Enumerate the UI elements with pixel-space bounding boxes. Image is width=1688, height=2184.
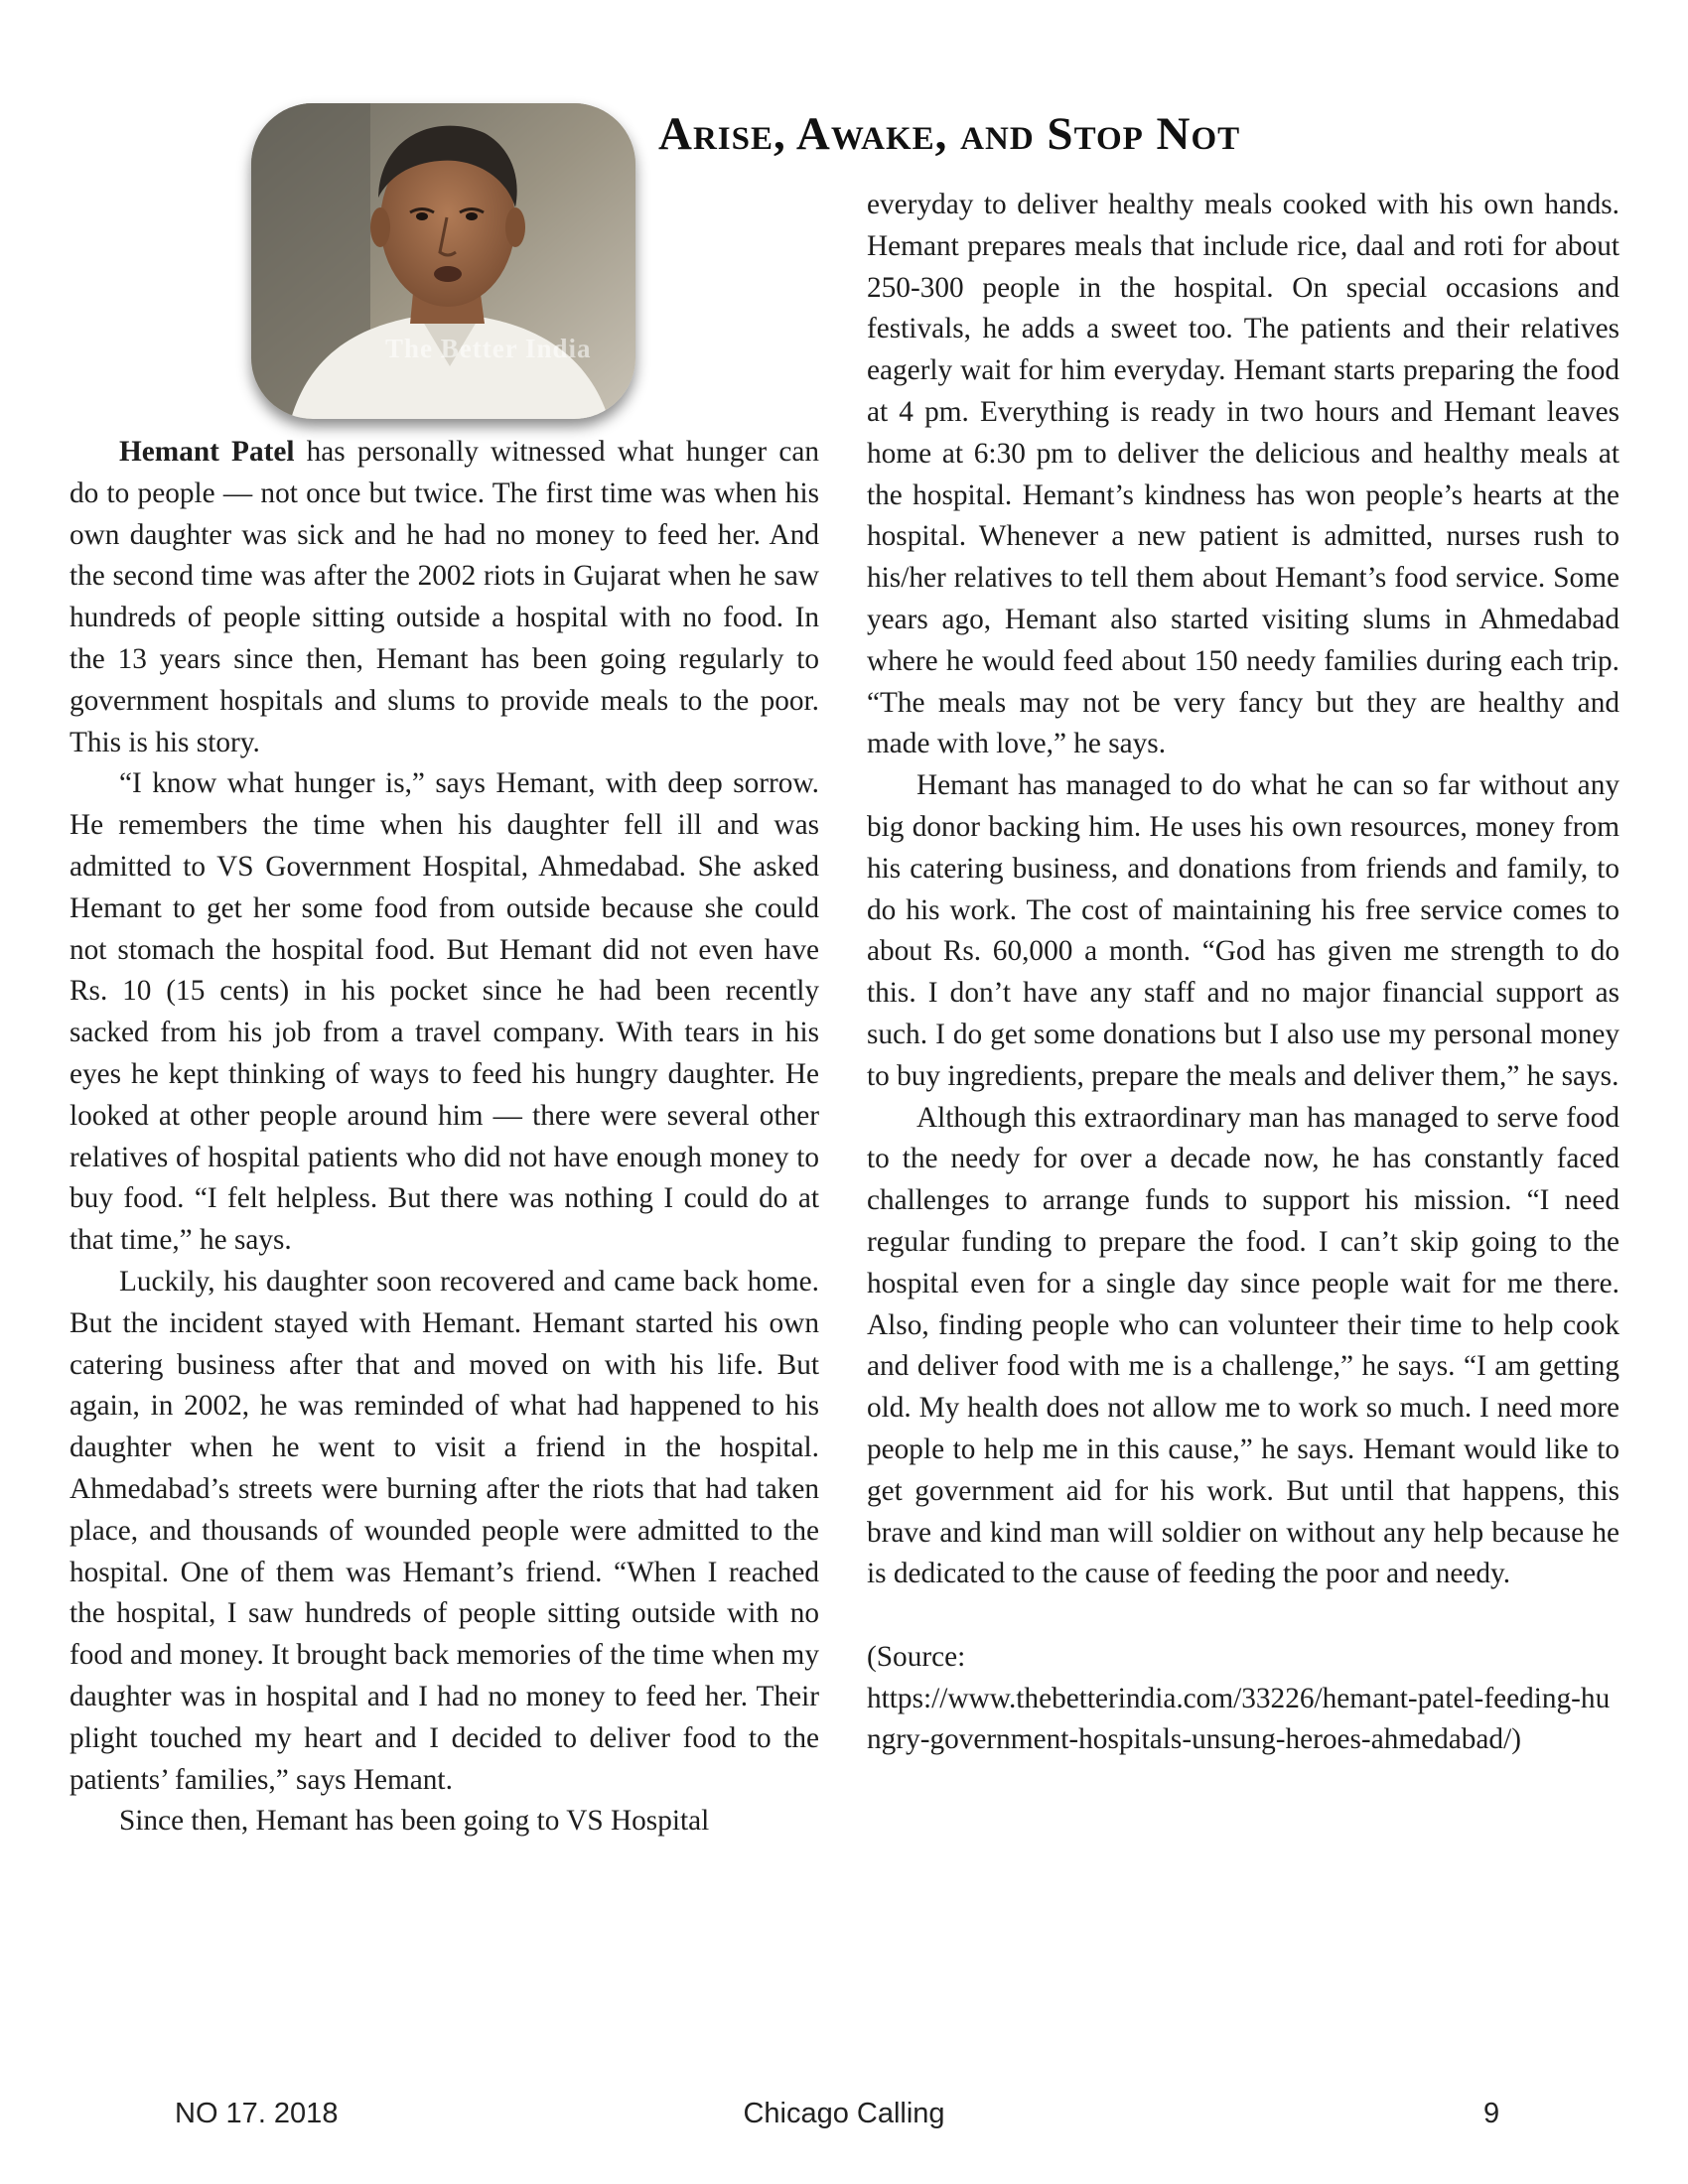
portrait-photo — [251, 103, 635, 419]
paragraph-1-text: has personally witnessed what hunger can do to people — not once but twice. The first time was when his own daughter was sick and he had no money to feed her. And the second time was after the 2002 riots in Gujarat when he saw hundreds of people sitting outside a hospital with no food. In the 13 years since then, Hemant has been going regularly to government hospitals and slums to provide meals to the poor. This is his story. — [70, 436, 819, 758]
photo-watermark: The Better India — [385, 334, 592, 363]
source-citation — [867, 1637, 1619, 1761]
footer-page-number: 9 — [1483, 2098, 1500, 2129]
paragraph-2: “I know what hunger is,” says Hemant, with deep sorrow. He remembers the time when his daughter fell ill and was admitted to VS Government Hospital, Ahmedabad. She asked Hemant to get her some food from outside because she could not stomach the hospital food. But Hemant did not even have Rs. 10 (15 cents) in his pocket since he had been recently sacked from his job from a travel company. With tears in his eyes he kept thinking of ways to feed his hungry daughter. He looked at other people around him — there were several other relatives of hospital patients who did not have enough money to buy food. “I felt helpless. But there was nothing I could do at that time,” he says. — [70, 767, 819, 1257]
lead-name: Hemant Patel — [119, 436, 295, 468]
paragraph-4-continued: everyday to deliver healthy meals cooked with his own hands. Hemant prepares meals that include rice, daal and roti for about 250-300 people in the hospital. On special occasions and festivals, he adds a sweet too. The patients and their relatives eagerly wait for him everyday. Hemant starts preparing the food at 4 pm. Everything is ready in two hours and Hemant leaves home at 6:30 pm to deliver the delicious and healthy meals at the hospital. Hemant’s kindness has won people’s hearts at the hospital. Whenever a new patient is admitted, nurses rush to his/her relatives to tell them about Hemant’s food service. Some years ago, Hemant also started visiting slums in Ahmedabad where he would feed about 150 needy families during each trip. “The meals may not be very fancy but they are healthy and made with love,” he says. — [867, 189, 1619, 760]
paragraph-5: Hemant has managed to do what he can so far without any big donor backing him. He uses his own resources, money from his catering business, and donations from friends and family, to do his work. The cost of maintaining his free service comes to about Rs. 60,000 a month. “God has given me strength to do this. I don’t have any staff and no major financial support as such. I do get some donations but I also use my personal money to buy ingredients, prepare the meals and deliver them,” he says. — [867, 769, 1619, 1092]
portrait-illustration — [251, 103, 635, 419]
paragraph-6: Although this extraordinary man has managed to serve food to the needy for over a decade now, he has constantly faced challenges to arrange funds to support his mission. “I need regular funding to prepare the food. I can’t skip going to the hospital even for a single day since people wait for me there. Also, finding people who can volunteer their time to help cook and deliver food with me is a challenge,” he says. “I am getting old. My health does not allow me to work so much. I need more people to help me in this cause,” he says. Hemant would like to get government aid for his work. But until that happens, this brave and kind man will soldier on without any help because he is dedicated to the cause of feeding the poor and needy. — [867, 1101, 1619, 1590]
footer-publication: Chicago Calling — [743, 2098, 945, 2129]
footer-issue: NO 17. 2018 — [175, 2098, 339, 2129]
source-link[interactable]: https://www.thebetterindia.com/33226/hemant-patel-feeding-hungry-government-hospitals-unsung-heroes-ahmedabad/) — [867, 1682, 1611, 1756]
article-title: Arise, Awake, and Stop Not — [658, 108, 1241, 160]
right-column — [867, 185, 1619, 1761]
left-column — [70, 432, 819, 1843]
paragraph-1 — [70, 432, 819, 763]
paragraph-3: Luckily, his daughter soon recovered and came back home. But the incident stayed with Hemant. Hemant started his own catering business after that and moved on with his life. But again, in 2002, he was reminded of what had happened to his daughter when he went to visit a friend in the hospital. Ahmedabad’s streets were burning after the riots that had taken place, and thousands of wounded people were admitted to the hospital. One of them was Hemant’s friend. “When I reached the hospital, I saw hundreds of people sitting outside with no food and money. It brought back memories of the time when my daughter was in hospital and I had no money to feed her. Their plight touched my heart and I decided to deliver food to the patients’ families,” says Hemant. — [70, 1265, 819, 1796]
paragraph-4-start: Since then, Hemant has been going to VS Hospital — [119, 1805, 710, 1838]
source-label: (Source: — [867, 1640, 966, 1673]
